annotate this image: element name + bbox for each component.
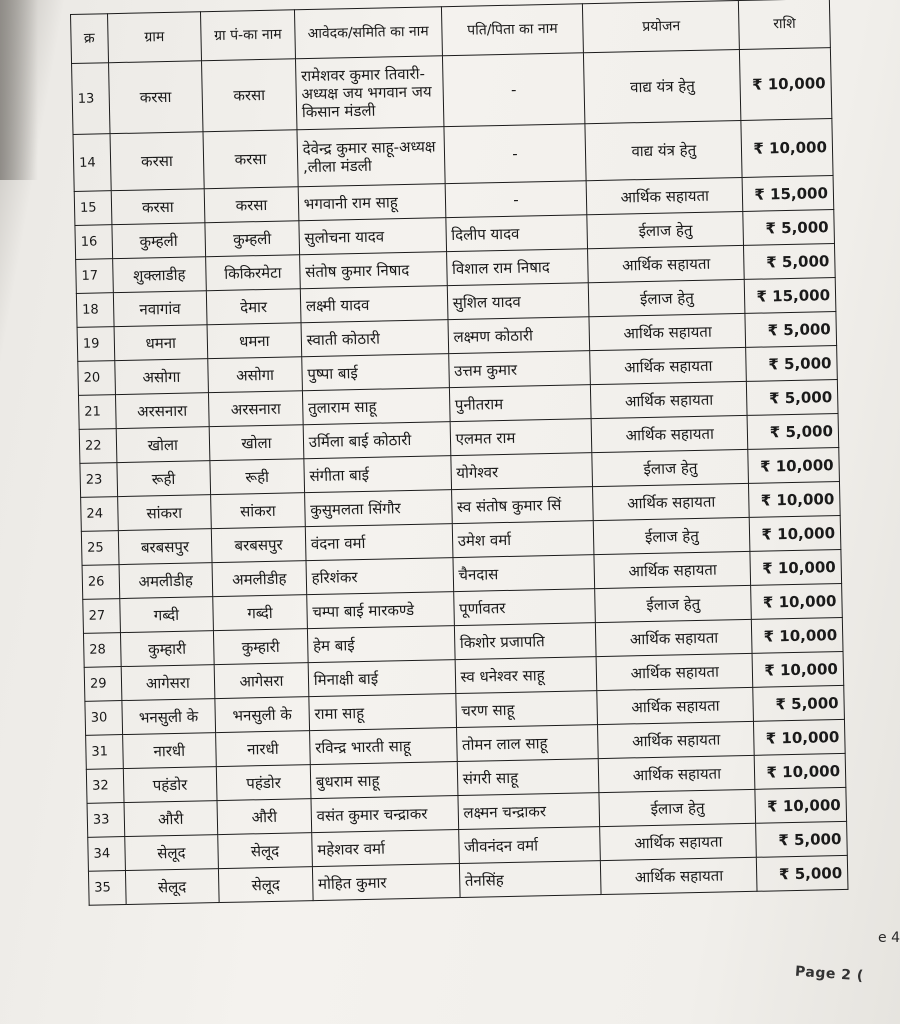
cell-gram-panchayat: करसा xyxy=(204,187,298,223)
cell-father-husband: चरण साहू xyxy=(455,691,597,728)
cell-applicant: पुष्पा बाई xyxy=(302,354,449,391)
cell-purpose: आर्थिक सहायता xyxy=(599,755,756,792)
cell-amount: ₹ 5,000 xyxy=(747,380,838,416)
cell-village: अरसनारा xyxy=(115,393,209,429)
cell-purpose: ईलाज हेतु xyxy=(594,517,751,554)
cell-sn: 25 xyxy=(81,531,118,566)
cell-gram-panchayat: सेलूद xyxy=(218,833,312,869)
cell-father-husband: दिलीप यादव xyxy=(445,215,587,252)
cell-father-husband: - xyxy=(442,53,585,127)
page-edge-shadow xyxy=(0,0,38,180)
cell-amount: ₹ 5,000 xyxy=(747,414,838,450)
cell-purpose: ईलाज हेतु xyxy=(595,585,752,622)
cell-gram-panchayat: देमार xyxy=(206,289,300,325)
cell-father-husband: - xyxy=(444,124,587,184)
cell-sn: 34 xyxy=(88,837,125,872)
cell-village: असोगा xyxy=(114,359,208,395)
cell-amount: ₹ 10,000 xyxy=(754,753,845,789)
header-purpose: प्रयोजन xyxy=(583,0,740,52)
cell-sn: 20 xyxy=(78,361,115,396)
cell-village: भनसुली के xyxy=(121,699,215,735)
cell-applicant: मिनाक्षी बाई xyxy=(308,660,455,697)
cell-amount: ₹ 5,000 xyxy=(743,210,834,246)
cell-village: कुम्हारी xyxy=(120,631,214,667)
cell-sn: 23 xyxy=(80,463,117,498)
cell-sn: 31 xyxy=(86,735,123,770)
cell-gram-panchayat: नारधी xyxy=(216,731,310,767)
cell-sn: 14 xyxy=(73,134,111,192)
cell-amount: ₹ 5,000 xyxy=(745,312,836,348)
cell-purpose: वाद्य यंत्र हेतु xyxy=(585,120,742,180)
cell-amount: ₹ 5,000 xyxy=(746,346,837,382)
cell-village: धमना xyxy=(114,325,208,361)
cell-amount: ₹ 10,000 xyxy=(740,48,832,121)
cell-amount: ₹ 10,000 xyxy=(752,651,843,687)
cell-sn: 17 xyxy=(76,259,113,294)
cell-applicant: हेम बाई xyxy=(307,626,454,663)
cell-sn: 24 xyxy=(81,497,118,532)
cell-purpose: आर्थिक सहायता xyxy=(597,687,754,724)
cell-gram-panchayat: असोगा xyxy=(208,357,302,393)
cell-purpose: आर्थिक सहायता xyxy=(591,381,748,418)
cell-amount: ₹ 15,000 xyxy=(742,176,833,212)
cell-village: करसा xyxy=(108,61,203,134)
cell-purpose: आर्थिक सहायता xyxy=(598,721,755,758)
cell-purpose: ईलाज हेतु xyxy=(599,789,756,826)
cell-gram-panchayat: पहंडोर xyxy=(216,765,310,801)
cell-sn: 21 xyxy=(78,395,115,430)
cell-village: नवागांव xyxy=(113,291,207,327)
cell-sn: 13 xyxy=(72,63,110,135)
header-village: ग्राम xyxy=(107,12,202,63)
cell-applicant: संगीता बाई xyxy=(304,456,451,493)
cell-gram-panchayat: सांकरा xyxy=(211,493,305,529)
cell-purpose: आर्थिक सहायता xyxy=(590,347,747,384)
cell-amount: ₹ 10,000 xyxy=(754,719,845,755)
cell-gram-panchayat: अमलीडीह xyxy=(212,561,306,597)
cell-purpose: आर्थिक सहायता xyxy=(596,653,753,690)
header-amount: राशि xyxy=(739,0,831,49)
cell-sn: 29 xyxy=(84,667,121,702)
cell-gram-panchayat: धमना xyxy=(207,323,301,359)
cell-applicant: मोहित कुमार xyxy=(312,864,459,901)
cell-father-husband: संगरी साहू xyxy=(457,759,599,796)
header-sn: क्र xyxy=(71,14,109,64)
cell-village: गब्दी xyxy=(119,597,213,633)
cell-gram-panchayat: खोला xyxy=(209,425,303,461)
cell-amount: ₹ 10,000 xyxy=(748,447,839,483)
cell-purpose: आर्थिक सहायता xyxy=(587,177,744,214)
cell-sn: 16 xyxy=(75,225,112,260)
cell-amount: ₹ 10,000 xyxy=(750,549,841,585)
cell-village: शुक्लाडीह xyxy=(112,257,206,293)
margin-mark: e 4 xyxy=(878,930,900,946)
cell-gram-panchayat: बरबसपुर xyxy=(211,527,305,563)
cell-village: खोला xyxy=(116,427,210,463)
cell-father-husband: जीवनंदन वर्मा xyxy=(458,827,600,864)
cell-father-husband: किशोर प्रजापति xyxy=(454,623,596,660)
cell-purpose: आर्थिक सहायता xyxy=(589,313,746,350)
cell-purpose: आर्थिक सहायता xyxy=(601,857,758,894)
cell-amount: ₹ 5,000 xyxy=(757,855,848,891)
cell-gram-panchayat: किकिरमेटा xyxy=(206,255,300,291)
cell-purpose: आर्थिक सहायता xyxy=(593,483,750,520)
cell-father-husband: स्व संतोष कुमार सिं xyxy=(451,487,593,524)
cell-purpose: ईलाज हेतु xyxy=(587,211,744,248)
cell-purpose: आर्थिक सहायता xyxy=(592,415,749,452)
cell-gram-panchayat: करसा xyxy=(203,130,298,189)
cell-village: करसा xyxy=(110,132,205,191)
cell-village: सेलूद xyxy=(124,835,218,871)
cell-applicant: देवेन्द्र कुमार साहू-अध्यक्ष ,लीला मंडली xyxy=(297,127,445,187)
cell-amount: ₹ 10,000 xyxy=(741,119,833,178)
cell-purpose: ईलाज हेतु xyxy=(589,279,746,316)
cell-sn: 18 xyxy=(76,293,113,328)
cell-applicant: भगवानी राम साहू xyxy=(298,184,445,221)
cell-amount: ₹ 10,000 xyxy=(749,515,840,551)
cell-amount: ₹ 10,000 xyxy=(749,481,840,517)
cell-sn: 35 xyxy=(88,871,125,906)
cell-applicant: हरिशंकर xyxy=(306,558,453,595)
cell-father-husband: चैनदास xyxy=(453,555,595,592)
cell-father-husband: लक्ष्मण कोठारी xyxy=(448,317,590,354)
cell-sn: 19 xyxy=(77,327,114,362)
cell-gram-panchayat: कुम्हली xyxy=(205,221,299,257)
cell-applicant: स्वाती कोठारी xyxy=(301,320,448,357)
cell-father-husband: उमेश वर्मा xyxy=(452,521,594,558)
cell-village: करसा xyxy=(111,189,205,225)
cell-amount: ₹ 5,000 xyxy=(753,685,844,721)
cell-village: औरी xyxy=(124,801,218,837)
cell-applicant: तुलाराम साहू xyxy=(302,388,449,425)
cell-purpose: आर्थिक सहायता xyxy=(588,245,745,282)
cell-gram-panchayat: कुम्हारी xyxy=(214,629,308,665)
cell-amount: ₹ 10,000 xyxy=(752,617,843,653)
cell-father-husband: योगेश्वर xyxy=(450,453,592,490)
header-father-husband: पति/पिता का नाम xyxy=(441,4,584,56)
cell-sn: 27 xyxy=(83,599,120,634)
cell-applicant: लक्ष्मी यादव xyxy=(300,286,447,323)
cell-purpose: वाद्य यंत्र हेतु xyxy=(584,49,741,123)
cell-purpose: आर्थिक सहायता xyxy=(596,619,753,656)
cell-father-husband: तोमन लाल साहू xyxy=(456,725,598,762)
cell-gram-panchayat: सेलूद xyxy=(219,867,313,903)
cell-gram-panchayat: औरी xyxy=(217,799,311,835)
cell-gram-panchayat: भनसुली के xyxy=(215,697,309,733)
cell-purpose: आर्थिक सहायता xyxy=(600,823,757,860)
page-number: Page 2 ( xyxy=(794,963,865,985)
cell-amount: ₹ 5,000 xyxy=(744,244,835,280)
cell-amount: ₹ 10,000 xyxy=(755,787,846,823)
cell-father-husband: विशाल राम निषाद xyxy=(446,249,588,286)
cell-father-husband: तेनसिंह xyxy=(459,861,601,898)
cell-village: पहंडोर xyxy=(123,767,217,803)
cell-village: आगेसरा xyxy=(121,665,215,701)
cell-father-husband: पुनीतराम xyxy=(449,385,591,422)
cell-father-husband: - xyxy=(445,181,587,218)
grant-table xyxy=(70,0,849,906)
cell-village: बरबसपुर xyxy=(118,529,212,565)
cell-village: सेलूद xyxy=(125,869,219,905)
cell-sn: 33 xyxy=(87,803,124,838)
cell-sn: 22 xyxy=(79,429,116,464)
cell-amount: ₹ 10,000 xyxy=(751,583,842,619)
cell-applicant: वंदना वर्मा xyxy=(305,524,452,561)
cell-applicant: रामा साहू xyxy=(309,694,456,731)
cell-gram-panchayat: रूही xyxy=(210,459,304,495)
cell-gram-panchayat: अरसनारा xyxy=(209,391,303,427)
cell-applicant: महेशवर वर्मा xyxy=(311,830,458,867)
table-body xyxy=(72,48,848,906)
cell-applicant: बुधराम साहू xyxy=(310,762,457,799)
cell-applicant: सुलोचना यादव xyxy=(299,218,446,255)
cell-gram-panchayat: गब्दी xyxy=(213,595,307,631)
cell-purpose: आर्थिक सहायता xyxy=(594,551,751,588)
cell-applicant: वसंत कुमार चन्द्राकर xyxy=(311,796,458,833)
cell-gram-panchayat: आगेसरा xyxy=(214,663,308,699)
cell-village: अमलीडीह xyxy=(119,563,213,599)
cell-applicant: संतोष कुमार निषाद xyxy=(299,252,446,289)
cell-village: सांकरा xyxy=(117,495,211,531)
document-sheet xyxy=(70,0,849,906)
cell-father-husband: लक्ष्मन चन्द्राकर xyxy=(458,793,600,830)
cell-sn: 32 xyxy=(86,769,123,804)
cell-village: नारधी xyxy=(122,733,216,769)
cell-amount: ₹ 5,000 xyxy=(756,821,847,857)
cell-village: रूही xyxy=(116,461,210,497)
cell-applicant: उर्मिला बाई कोठारी xyxy=(303,422,450,459)
cell-sn: 28 xyxy=(83,633,120,668)
cell-father-husband: एलमत राम xyxy=(450,419,592,456)
cell-gram-panchayat: करसा xyxy=(202,59,297,132)
cell-father-husband: सुशिल यादव xyxy=(447,283,589,320)
cell-sn: 26 xyxy=(82,565,119,600)
cell-applicant: कुसुमलता सिंगौर xyxy=(304,490,451,527)
cell-father-husband: उत्तम कुमार xyxy=(448,351,590,388)
cell-sn: 15 xyxy=(74,191,111,226)
cell-applicant: रामेशवर कुमार तिवारी-अध्यक्ष जय भगवान जय किसान मंडली xyxy=(295,56,443,130)
cell-applicant: रविन्द्र भारती साहू xyxy=(309,728,456,765)
header-gram-panchayat: ग्रा पं-का नाम xyxy=(201,10,296,61)
cell-village: कुम्हली xyxy=(111,223,205,259)
cell-father-husband: स्व धनेश्वर साहू xyxy=(455,657,597,694)
cell-sn: 30 xyxy=(85,701,122,736)
cell-applicant: चम्पा बाई मारकण्डे xyxy=(307,592,454,629)
cell-amount: ₹ 15,000 xyxy=(744,278,835,314)
cell-father-husband: पूर्णावतर xyxy=(453,589,595,626)
header-applicant: आवेदक/समिति का नाम xyxy=(294,7,442,59)
cell-purpose: ईलाज हेतु xyxy=(592,449,749,486)
